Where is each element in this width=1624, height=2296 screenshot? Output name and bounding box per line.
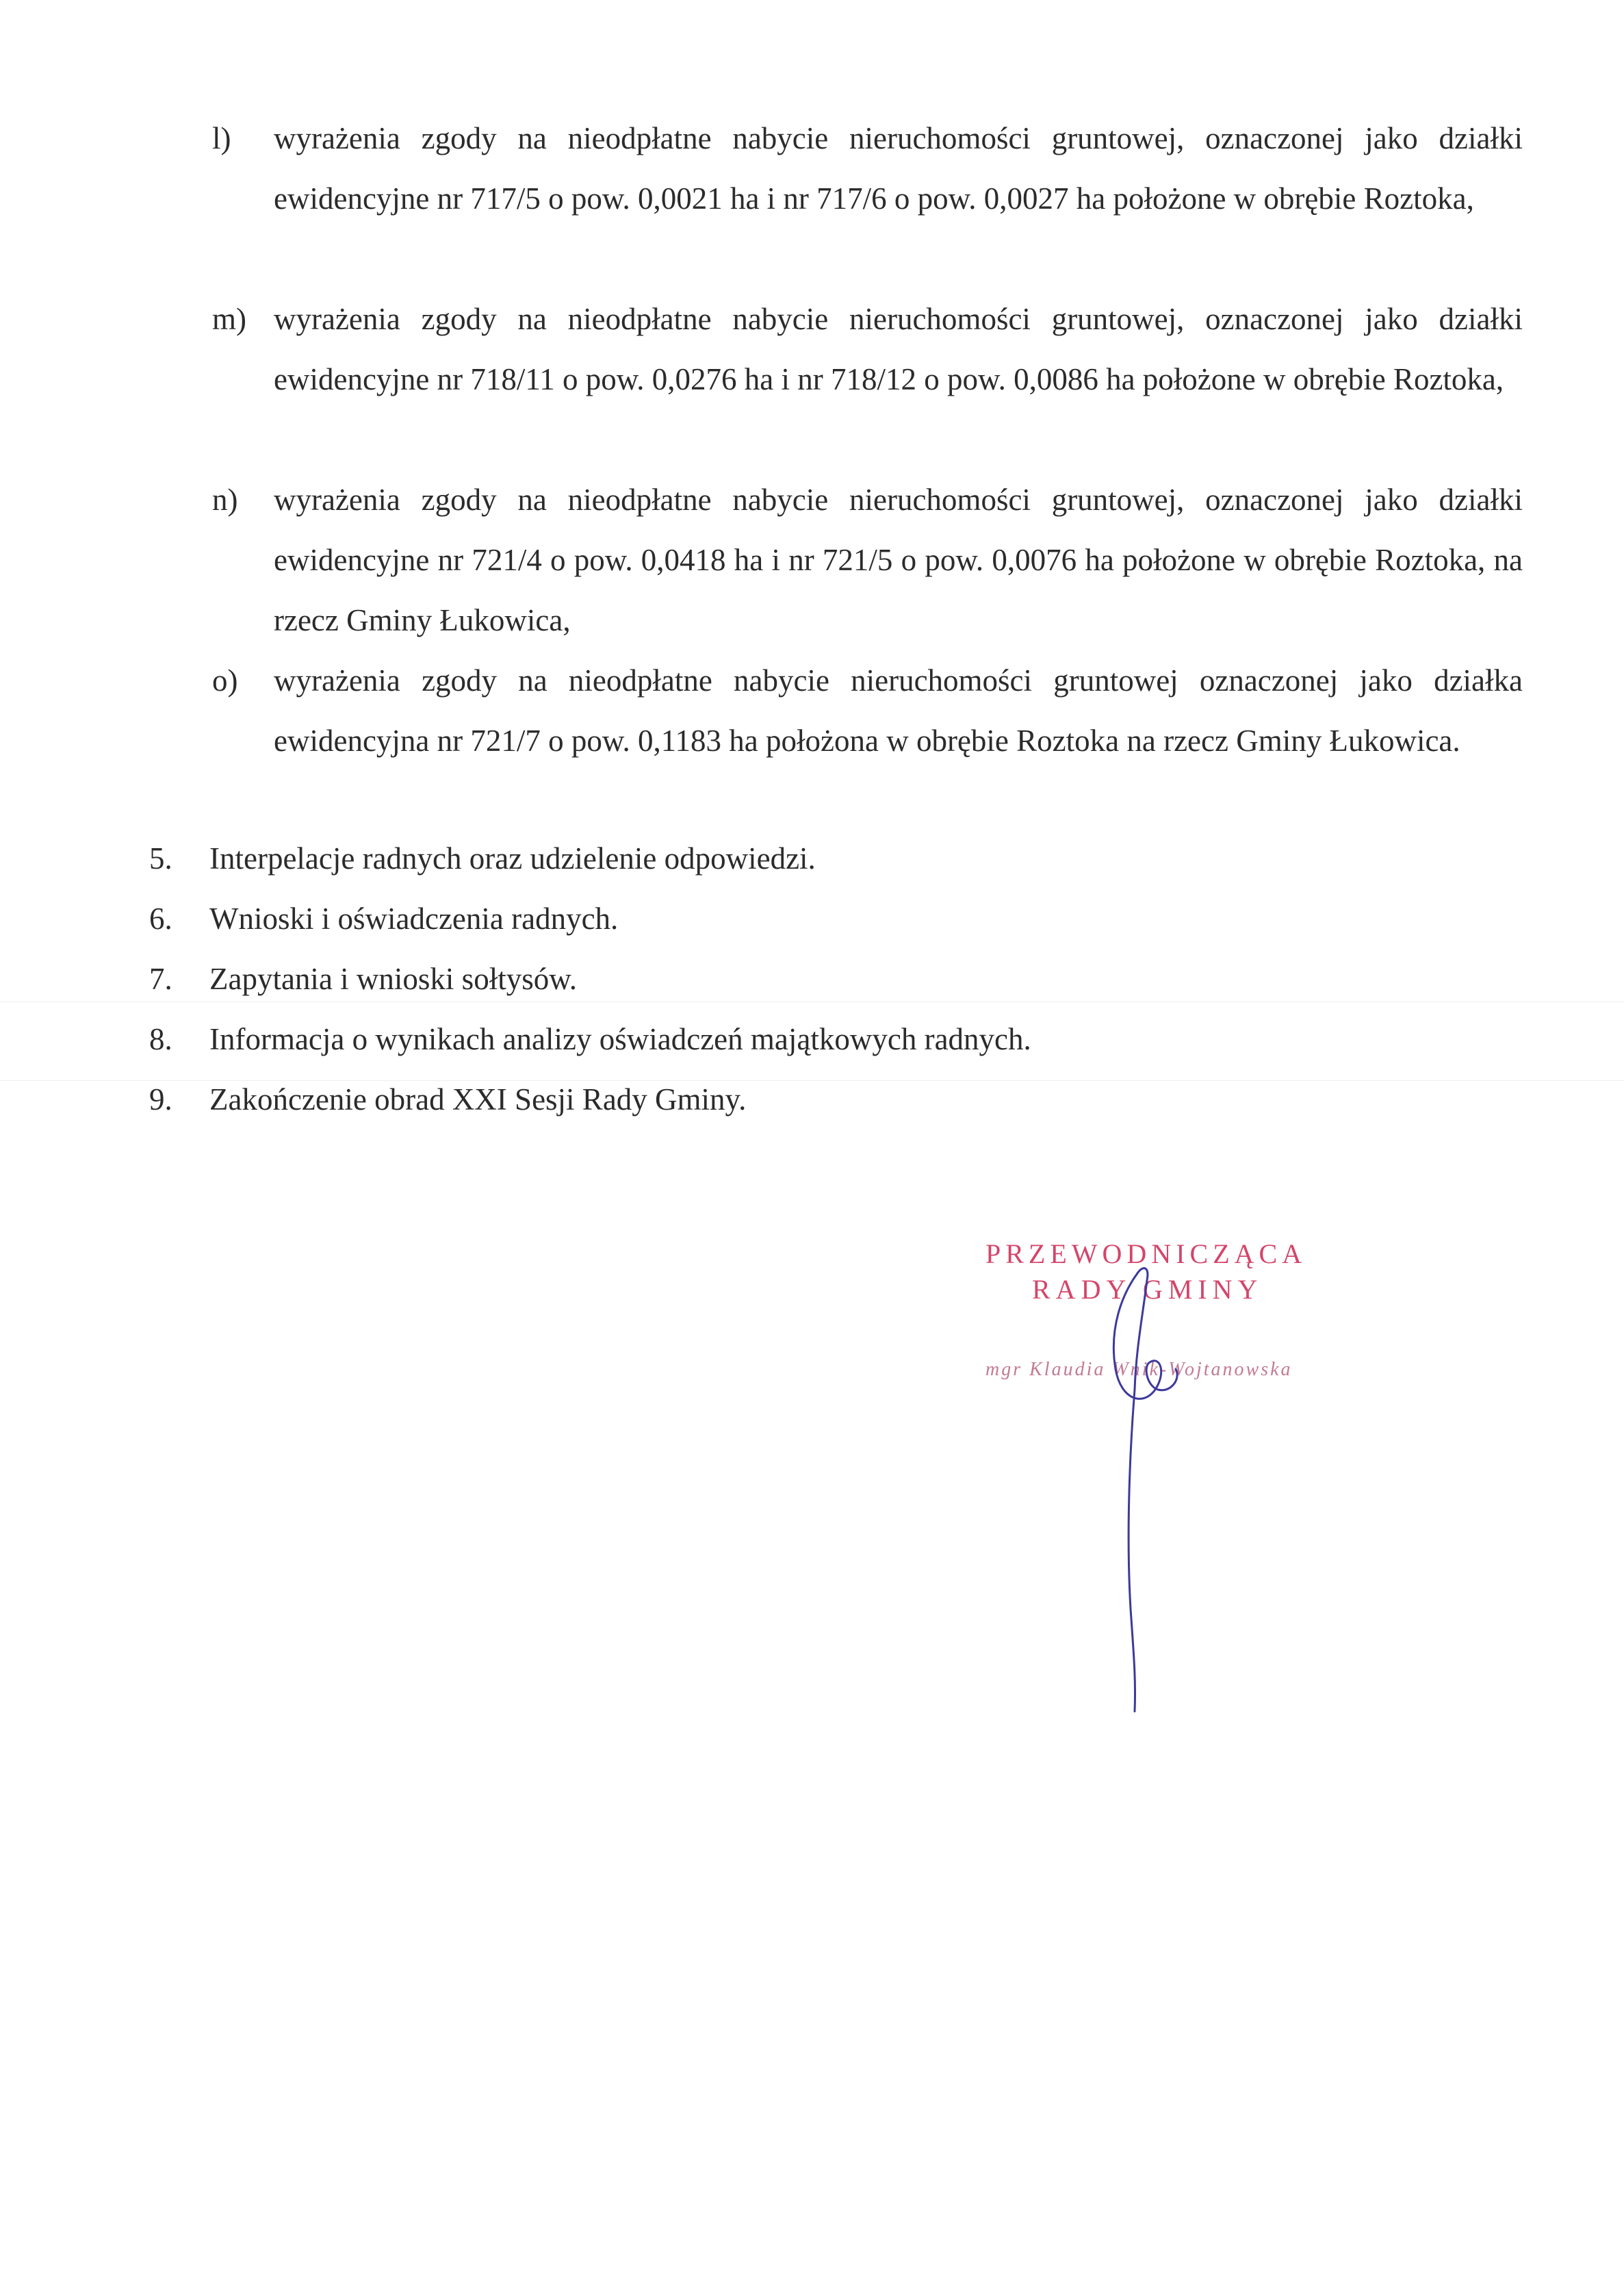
stamp-subtitle: RADY GMINY	[1032, 1274, 1263, 1305]
subitem-text: wyrażenia zgody na nieodpłatne nabycie nieruchomości gruntowej, oznaczonej jako działki ewidencyjne nr 721/4 o pow. 0,0418 ha i nr 721/5 o pow. 0,0076 ha położone w obrębie Roztoka, na rzecz Gminy Łukowica,	[274, 483, 1523, 637]
agenda-subitem-m	[212, 289, 1523, 470]
item-text: Wnioski i oświadczenia radnych.	[209, 902, 619, 936]
item-number: 6.	[149, 902, 172, 936]
item-text: Zapytania i wnioski sołtysów.	[209, 962, 578, 996]
subitem-marker: o)	[212, 663, 238, 698]
subitem-marker: n)	[212, 483, 238, 517]
item-number: 9.	[149, 1082, 172, 1117]
stamp-title: PRZEWODNICZĄCA	[985, 1238, 1307, 1269]
agenda-subitem-o	[212, 650, 1523, 831]
subitem-text: wyrażenia zgody na nieodpłatne nabycie nieruchomości gruntowej oznaczonej jako działka ewidencyjna nr 721/7 o pow. 0,1183 ha położona w obrębie Roztoka na rzecz Gminy Łukowica.	[274, 663, 1523, 758]
subitem-marker: m)	[212, 302, 246, 336]
subitem-text: wyrażenia zgody na nieodpłatne nabycie nieruchomości gruntowej, oznaczonej jako działki ewidencyjne nr 717/5 o pow. 0,0021 ha i nr 717/6 o pow. 0,0027 ha położone w obrębie Roztoka,	[274, 121, 1523, 216]
item-text: Zakończenie obrad XXI Sesji Rady Gminy.	[209, 1082, 747, 1117]
item-number: 8.	[149, 1022, 172, 1056]
subitem-marker: l)	[212, 121, 231, 155]
item-number: 5.	[149, 841, 172, 876]
agenda-subitem-n	[212, 470, 1523, 650]
item-text: Informacja o wynikach analizy oświadczeń majątkowych radnych.	[209, 1022, 1031, 1056]
item-number: 7.	[149, 962, 172, 996]
handwritten-signature	[1095, 1253, 1191, 1732]
subitem-text: wyrażenia zgody na nieodpłatne nabycie nieruchomości gruntowej, oznaczonej jako działki ewidencyjne nr 718/11 o pow. 0,0276 ha i nr 718/12 o pow. 0,0086 ha położone w obrębie Roztoka,	[274, 302, 1523, 396]
item-text: Interpelacje radnych oraz udzielenie odpowiedzi.	[209, 841, 816, 876]
agenda-subitem-l	[212, 108, 1523, 289]
stamp-name: mgr Klaudia Wnik-Wojtanowska	[985, 1359, 1293, 1380]
